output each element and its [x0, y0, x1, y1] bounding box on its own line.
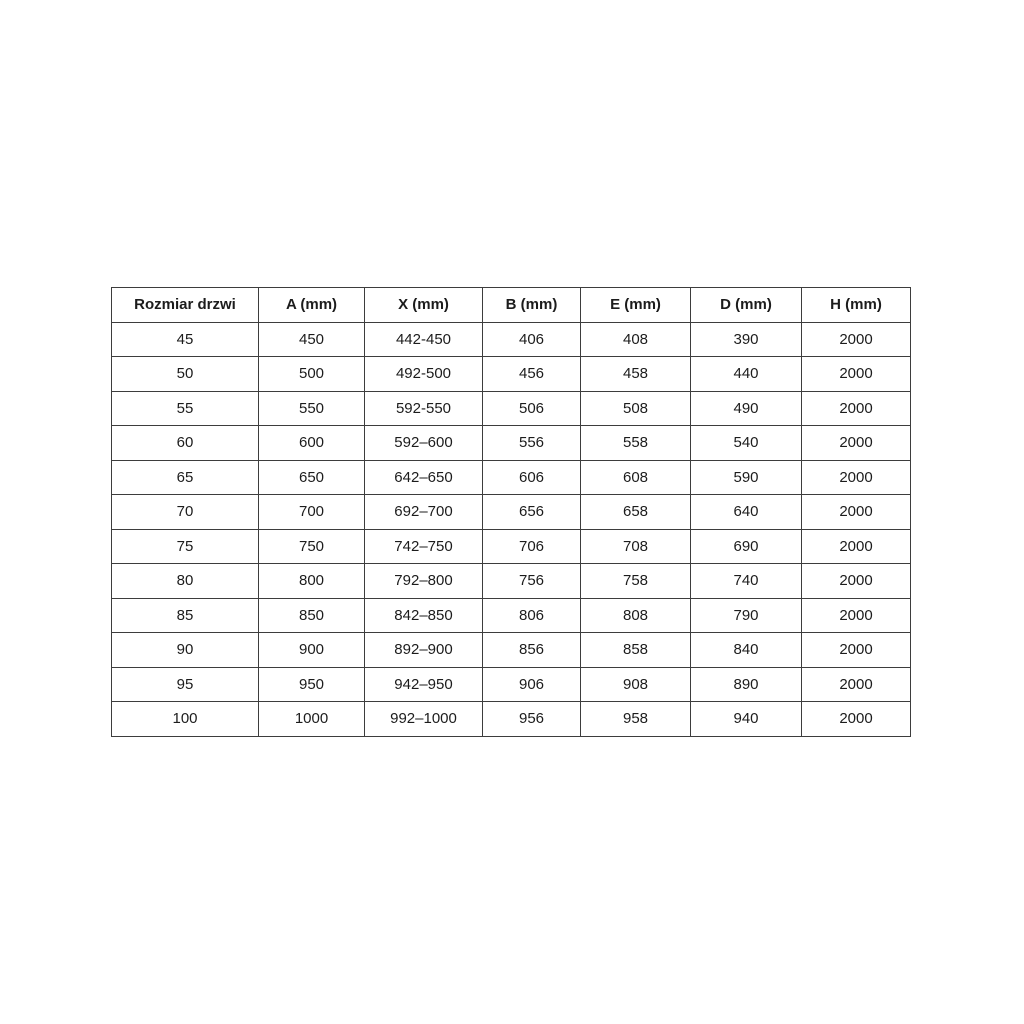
table-cell: 850 — [259, 598, 365, 633]
table-cell: 2000 — [802, 460, 911, 495]
table-row — [112, 495, 911, 530]
table-cell: 940 — [691, 702, 802, 737]
table-cell: 2000 — [802, 322, 911, 357]
table-cell: 80 — [112, 564, 259, 599]
table-cell: 408 — [581, 322, 691, 357]
table-cell: 956 — [483, 702, 581, 737]
table-cell: 70 — [112, 495, 259, 530]
table-cell: 640 — [691, 495, 802, 530]
table-cell: 790 — [691, 598, 802, 633]
table-row — [112, 702, 911, 737]
table-cell: 692–700 — [365, 495, 483, 530]
table-cell: 55 — [112, 391, 259, 426]
table-cell: 806 — [483, 598, 581, 633]
table-cell: 856 — [483, 633, 581, 668]
table-cell: 600 — [259, 426, 365, 461]
table-row — [112, 426, 911, 461]
door-size-spec-table — [111, 287, 911, 737]
table-cell: 708 — [581, 529, 691, 564]
table-cell: 642–650 — [365, 460, 483, 495]
header-cell: B (mm) — [483, 288, 581, 323]
header-cell: E (mm) — [581, 288, 691, 323]
table-cell: 100 — [112, 702, 259, 737]
table-cell: 540 — [691, 426, 802, 461]
table-cell: 440 — [691, 357, 802, 392]
table-cell: 2000 — [802, 667, 911, 702]
header-cell: X (mm) — [365, 288, 483, 323]
table-cell: 506 — [483, 391, 581, 426]
table-cell: 50 — [112, 357, 259, 392]
table-cell: 2000 — [802, 564, 911, 599]
table-cell: 95 — [112, 667, 259, 702]
table-cell: 65 — [112, 460, 259, 495]
table-cell: 742–750 — [365, 529, 483, 564]
table-cell: 606 — [483, 460, 581, 495]
table-cell: 700 — [259, 495, 365, 530]
table-cell: 2000 — [802, 426, 911, 461]
table-cell: 858 — [581, 633, 691, 668]
table-header-row — [112, 288, 911, 323]
table-cell: 608 — [581, 460, 691, 495]
table-row — [112, 357, 911, 392]
table-cell: 808 — [581, 598, 691, 633]
table-cell: 390 — [691, 322, 802, 357]
table-row — [112, 391, 911, 426]
table-row — [112, 529, 911, 564]
table-cell: 690 — [691, 529, 802, 564]
table-cell: 892–900 — [365, 633, 483, 668]
table-cell: 2000 — [802, 529, 911, 564]
table-cell: 2000 — [802, 495, 911, 530]
table-cell: 75 — [112, 529, 259, 564]
table-cell: 840 — [691, 633, 802, 668]
header-cell: A (mm) — [259, 288, 365, 323]
table-cell: 2000 — [802, 633, 911, 668]
table-cell: 942–950 — [365, 667, 483, 702]
table-row — [112, 598, 911, 633]
table-row — [112, 633, 911, 668]
table-cell: 556 — [483, 426, 581, 461]
table-row — [112, 460, 911, 495]
table-cell: 906 — [483, 667, 581, 702]
table-cell: 950 — [259, 667, 365, 702]
table-cell: 890 — [691, 667, 802, 702]
table-row — [112, 564, 911, 599]
table-cell: 458 — [581, 357, 691, 392]
table-cell: 492-500 — [365, 357, 483, 392]
table-cell: 658 — [581, 495, 691, 530]
table-cell: 60 — [112, 426, 259, 461]
table-cell: 406 — [483, 322, 581, 357]
table-row — [112, 322, 911, 357]
table-cell: 450 — [259, 322, 365, 357]
table-cell: 758 — [581, 564, 691, 599]
table-cell: 550 — [259, 391, 365, 426]
table-cell: 2000 — [802, 598, 911, 633]
table-cell: 2000 — [802, 702, 911, 737]
table-row — [112, 667, 911, 702]
table-cell: 508 — [581, 391, 691, 426]
table-cell: 750 — [259, 529, 365, 564]
header-cell: D (mm) — [691, 288, 802, 323]
table-header — [112, 288, 911, 323]
header-cell: Rozmiar drzwi — [112, 288, 259, 323]
table-cell: 900 — [259, 633, 365, 668]
table-cell: 1000 — [259, 702, 365, 737]
table-cell: 592-550 — [365, 391, 483, 426]
table-cell: 558 — [581, 426, 691, 461]
table-cell: 85 — [112, 598, 259, 633]
table-cell: 590 — [691, 460, 802, 495]
table-cell: 706 — [483, 529, 581, 564]
table-cell: 456 — [483, 357, 581, 392]
table-cell: 756 — [483, 564, 581, 599]
table-cell: 2000 — [802, 357, 911, 392]
header-cell: H (mm) — [802, 288, 911, 323]
table-cell: 650 — [259, 460, 365, 495]
table-cell: 740 — [691, 564, 802, 599]
table-cell: 90 — [112, 633, 259, 668]
table-cell: 800 — [259, 564, 365, 599]
table-cell: 842–850 — [365, 598, 483, 633]
table-cell: 656 — [483, 495, 581, 530]
table-cell: 45 — [112, 322, 259, 357]
door-size-spec-table-container — [111, 287, 911, 737]
table-cell: 908 — [581, 667, 691, 702]
table-cell: 792–800 — [365, 564, 483, 599]
table-cell: 490 — [691, 391, 802, 426]
table-cell: 992–1000 — [365, 702, 483, 737]
table-cell: 592–600 — [365, 426, 483, 461]
table-body — [112, 322, 911, 736]
table-cell: 958 — [581, 702, 691, 737]
table-cell: 442-450 — [365, 322, 483, 357]
table-cell: 500 — [259, 357, 365, 392]
table-cell: 2000 — [802, 391, 911, 426]
